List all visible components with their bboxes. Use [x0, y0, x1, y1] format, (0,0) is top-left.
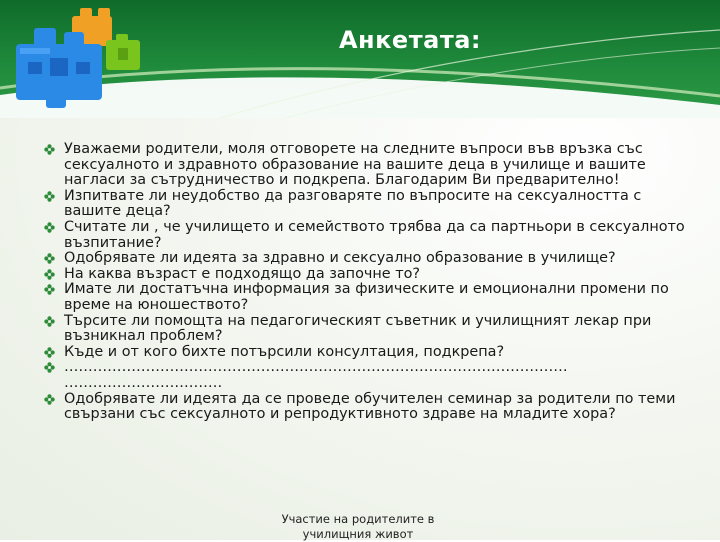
puzzle-blocks-logo-icon	[6, 4, 146, 114]
list-item-text: Къде и от кого бихте потърсили консултация, подкрепа?	[64, 343, 505, 360]
footer-line: Участие на родителите в	[281, 512, 435, 526]
list-item-text: Считате ли , че училището и семейството трябва да са партньори в сексуалното възпитание?	[64, 218, 685, 251]
list-item	[44, 314, 694, 345]
diamond-clover-bullet-icon	[44, 222, 55, 233]
slide-footer	[268, 512, 448, 542]
list-item	[44, 142, 694, 189]
diamond-clover-bullet-icon	[44, 191, 55, 202]
survey-question-list	[44, 142, 694, 423]
list-item-text: Имате ли достатъчна информация за физическите и емоционални промени по време на юношеството?	[64, 281, 669, 313]
list-item	[44, 282, 694, 313]
list-item-text: …………………………………………………………………………………………… ……………………………	[64, 359, 568, 391]
diamond-clover-bullet-icon	[44, 269, 55, 280]
footer-line: училищния живот	[302, 527, 414, 541]
list-item	[44, 220, 694, 251]
diamond-clover-bullet-icon	[44, 144, 55, 155]
diamond-clover-bullet-icon	[44, 347, 55, 358]
list-item	[44, 189, 694, 220]
list-item-text: Уважаеми родители, моля отговорете на следните въпроси във връзка със сексуалното и здравното образование на вашите деца в училище и вашите нагласи за сътрудничество и подкрепа. Благодарим Ви предварително!	[64, 141, 646, 189]
list-item	[44, 251, 694, 267]
list-item-text: Търсите ли помощта на педагогическият съветник и училищният лекар при възникнал проблем?	[64, 312, 652, 345]
list-item-text: Одобрявате ли идеята да се проведе обучителен семинар за родители по теми свързани със сексуалното и репродуктивното здраве на младите хора?	[64, 390, 676, 423]
diamond-clover-bullet-icon	[44, 284, 55, 295]
diamond-clover-bullet-icon	[44, 316, 55, 327]
diamond-clover-bullet-icon	[44, 394, 55, 405]
list-item	[44, 345, 694, 361]
list-item	[44, 360, 694, 391]
diamond-clover-bullet-icon	[44, 362, 55, 373]
list-item-text: На каква възраст е подходящо да започне то?	[64, 265, 421, 282]
list-item	[44, 267, 694, 283]
header-band	[0, 0, 720, 118]
list-item-text: Изпитвате ли неудобство да разговаряте по въпросите на сексуалността с вашите деца?	[64, 187, 642, 220]
diamond-clover-bullet-icon	[44, 253, 55, 264]
list-item	[44, 392, 694, 423]
list-item-text: Одобрявате ли идеята за здравно и сексуално образование в училище?	[64, 250, 616, 267]
slide-title: Анкетата:	[338, 26, 482, 54]
